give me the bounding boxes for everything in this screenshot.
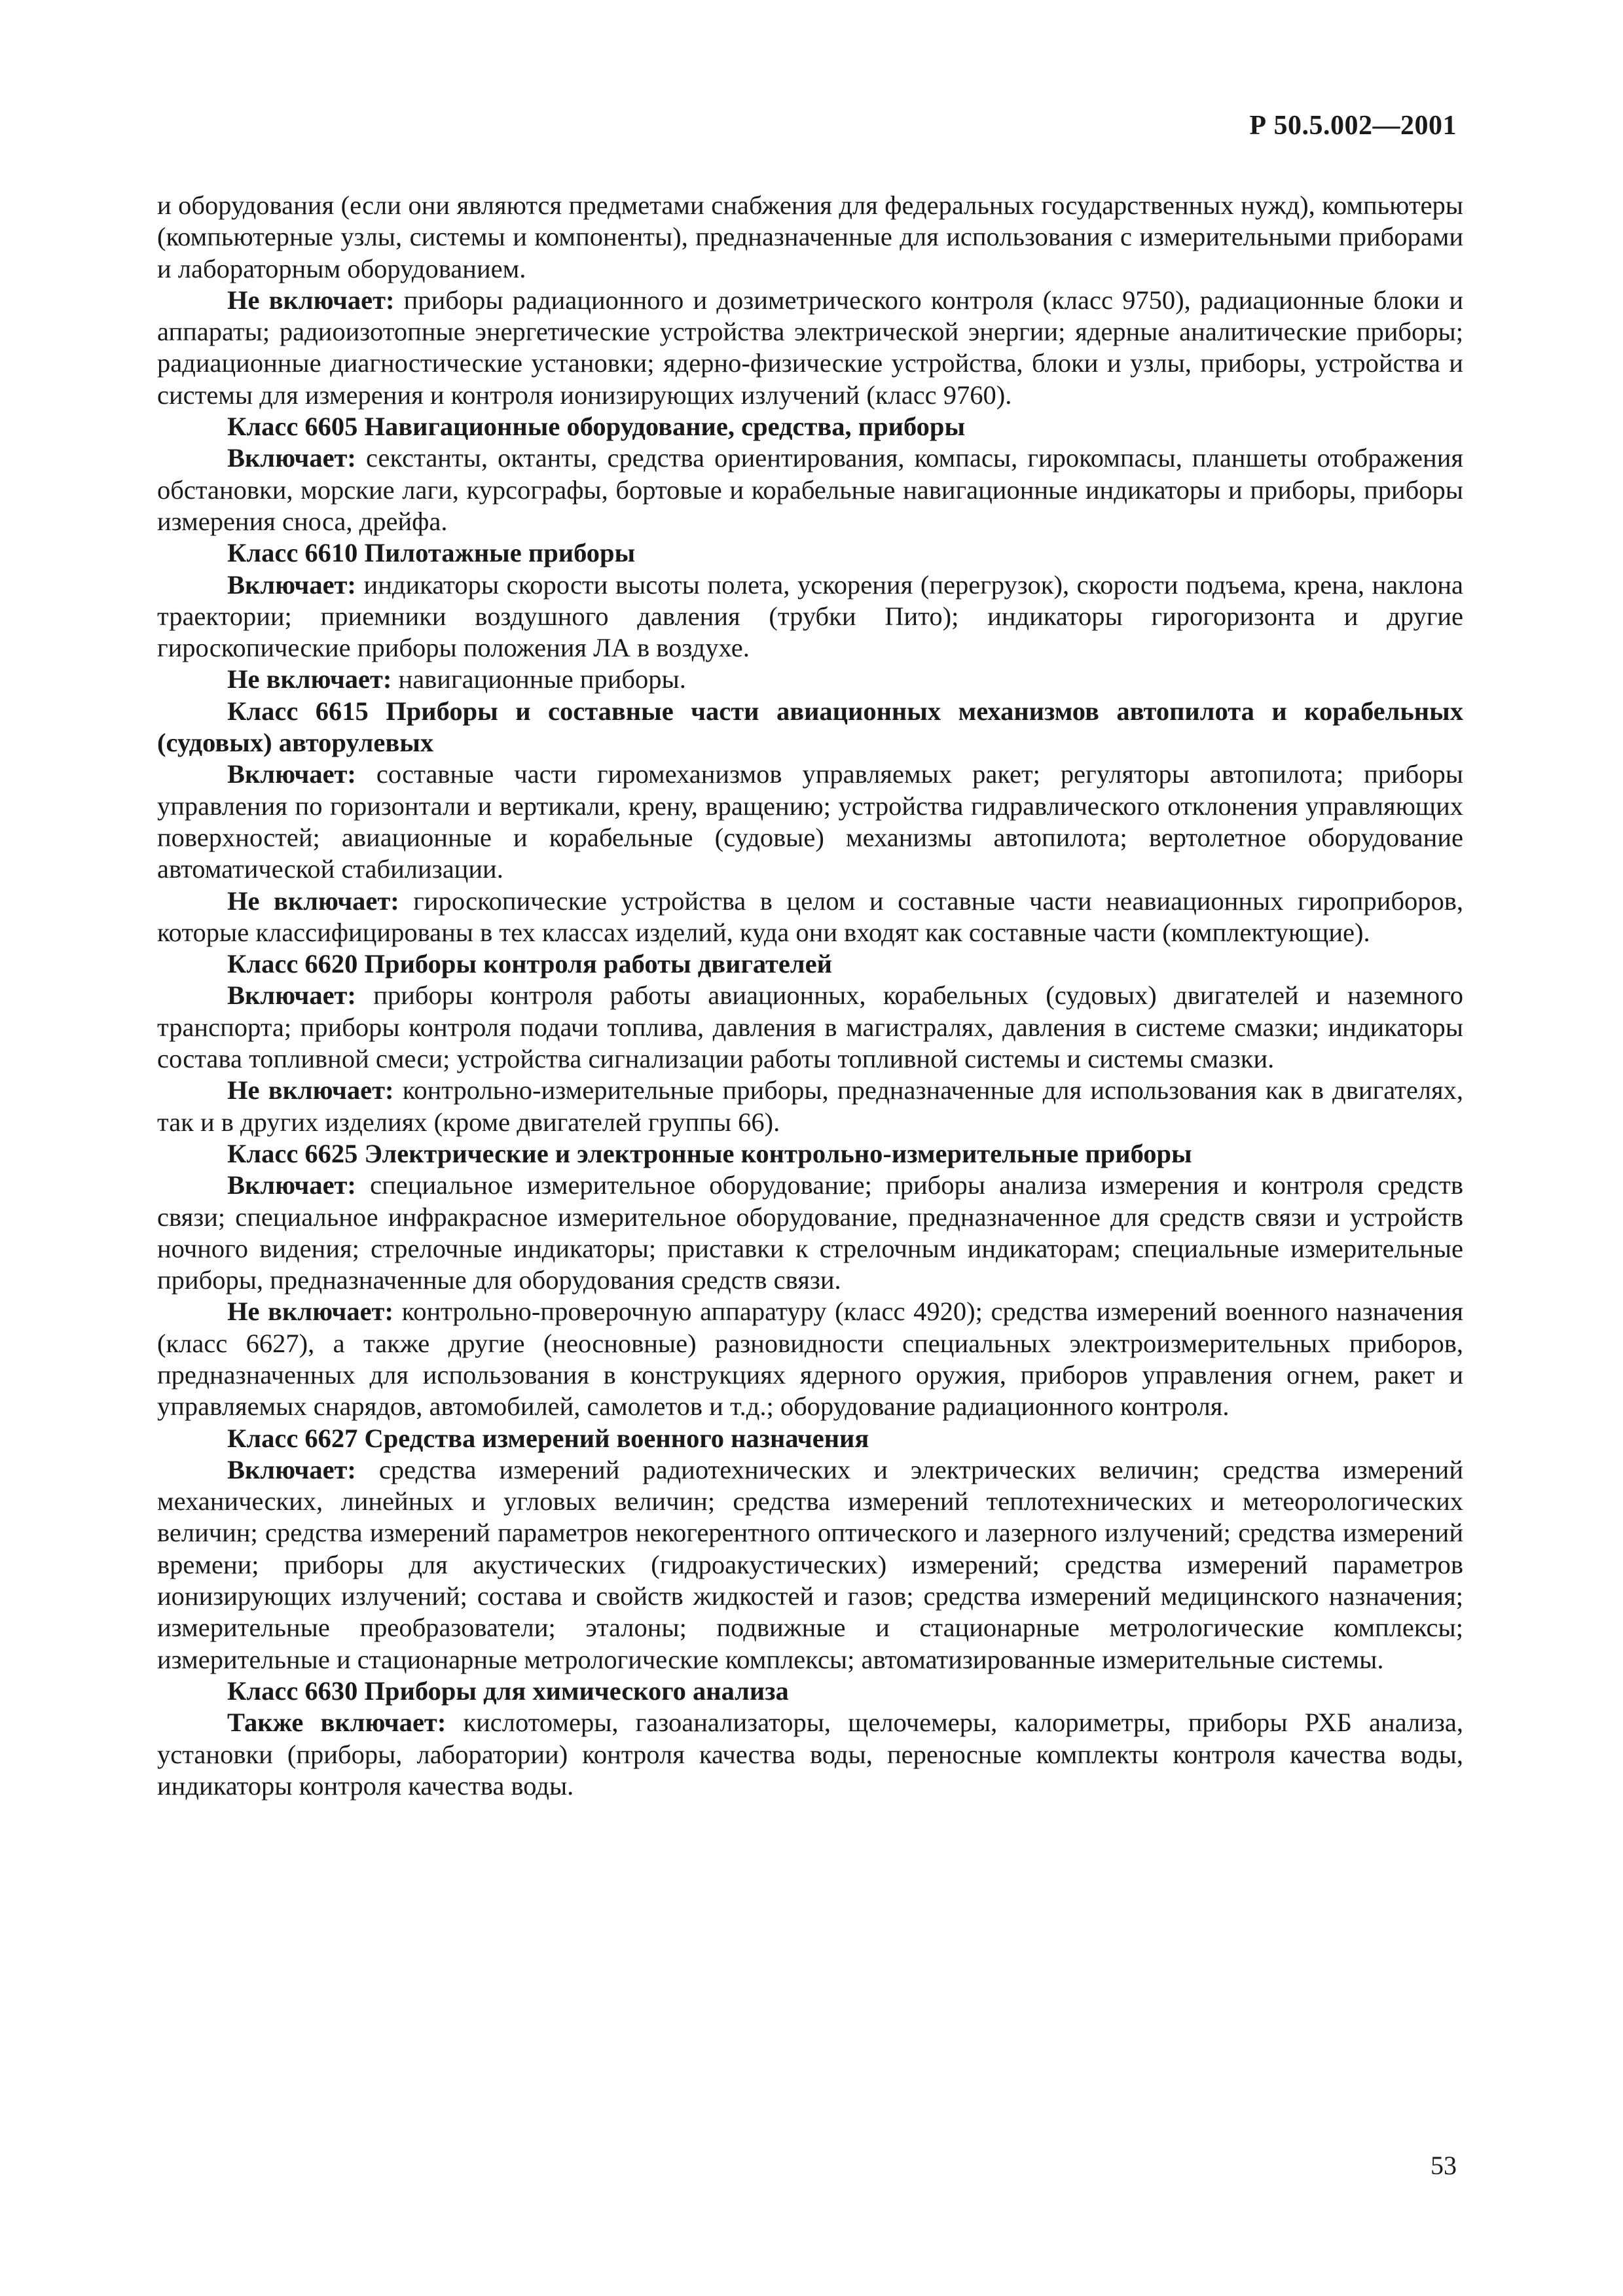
paragraph-text: специальное измерительное оборудование; приборы анализа измерения и контроля средств связи; специальное инфракрасное измерительное оборудование, предназначенное для средств связи и устройств ночного видения; стрелочные индикаторы; приставки к стрелочным индикаторам; специальные измерительные приборы, предназначенные для оборудования средств связи. — [157, 1170, 1463, 1295]
paragraph — [157, 569, 1463, 664]
paragraph-label: Не включает: — [227, 1297, 393, 1327]
class-heading-text: Класс 6630 Приборы для химического анализа — [227, 1676, 789, 1706]
paragraph-label: Не включает: — [227, 886, 399, 916]
paragraph-label: Включает: — [227, 759, 356, 789]
class-heading — [157, 696, 1463, 759]
paragraph-text: и оборудования (если они являются предметами снабжения для федеральных государственных нужд), компьютеры (компьютерные узлы, системы и компоненты), предназначенные для использования с измерительными приборами и лабораторным оборудованием. — [157, 190, 1463, 283]
paragraph-text: кислотомеры, газоанализаторы, щелочемеры, калориметры, приборы РХБ анализа, установки (приборы, лаборатории) контроля качества воды, переносные комплекты контроля качества воды, индикаторы контроля качества воды. — [157, 1708, 1464, 1801]
paragraph-text: контрольно-проверочную аппаратуру (класс 4920); средства измерений военного назначения (класс 6627), а также другие (неосновные) разновидности специальных электроизмерительных приборов, предназначенных для использования в конструкциях ядерного оружия, приборов управления огнем, ракет и управляемых снарядов, автомобилей, самолетов и т.д.; оборудование радиационного контроля. — [157, 1297, 1464, 1422]
paragraph-text: приборы радиационного и дозиметрического контроля (класс 9750), радиационные блоки и аппараты; радиоизотопные энергетические устройства электрической энергии; ядерные аналитические приборы; радиационные диагностические установки; ядерно-физические устройства, блоки и узлы, приборы, устройства и системы для измерения и контроля ионизирующих излучений (класс 9760). — [157, 285, 1464, 410]
paragraph — [157, 285, 1463, 411]
class-heading — [157, 411, 1463, 442]
paragraph-text: индикаторы скорости высоты полета, ускорения (перегрузок), скорости подъема, крена, наклона траектории; приемники воздушного давления (трубки Пито); индикаторы гирогоризонта и другие гироскопические приборы положения ЛА в воздухе. — [157, 569, 1464, 663]
class-heading — [157, 1138, 1463, 1170]
paragraph-text: средства измерений радиотехнических и электрических величин; средства измерений механических, линейных и угловых величин; средства измерений теплотехнических и метеорологических величин; средства измерений параметров некогерентного оптического и лазерного излучений; средства измерений времени; приборы для акустических (гидроакустических) измерений; средства измерений параметров ионизирующих излучений; состава и свойств жидкостей и газов; средства измерений медицинского назначения; измерительные преобразователи; эталоны; подвижные и стационарные метрологические комплексы; измерительные и стационарные метрологические комплексы; автоматизированные измерительные системы. — [157, 1454, 1464, 1674]
paragraph-text: приборы контроля работы авиационных, корабельных (судовых) двигателей и наземного транспорта; приборы контроля подачи топлива, давления в магистралях, давления в системе смазки; индикаторы состава топливной смеси; устройства сигнализации работы топливной системы и системы смазки. — [157, 980, 1464, 1074]
page-number: 53 — [1431, 2151, 1457, 2180]
paragraph — [157, 1170, 1463, 1296]
class-heading-text: Класс 6620 Приборы контроля работы двигателей — [227, 949, 832, 979]
paragraph — [157, 886, 1463, 949]
class-heading — [157, 1676, 1463, 1707]
paragraph-text: навигационные приборы. — [398, 664, 686, 694]
paragraph-label: Включает: — [227, 1170, 356, 1200]
paragraph — [157, 190, 1463, 285]
paragraph — [157, 1454, 1463, 1676]
paragraph — [157, 980, 1463, 1075]
paragraph-label: Не включает: — [227, 285, 395, 315]
document-code: Р 50.5.002—2001 — [1249, 111, 1457, 141]
paragraph-text: контрольно-измерительные приборы, предназначенные для использования как в двигателях, так и в других изделиях (кроме двигателей группы 66). — [157, 1075, 1464, 1137]
paragraph-label: Включает: — [227, 980, 356, 1011]
class-heading — [157, 537, 1463, 569]
paragraph — [157, 1707, 1463, 1802]
class-heading — [157, 948, 1463, 980]
class-heading-text: Класс 6610 Пилотажные приборы — [227, 538, 636, 568]
paragraph-label: Включает: — [227, 443, 356, 473]
paragraph — [157, 1075, 1463, 1138]
paragraph — [157, 442, 1463, 537]
paragraph-text: гироскопические устройства в целом и составные части неавиационных гироприборов, которые классифицированы в тех классах изделий, куда они входят как составные части (комплектующие). — [157, 886, 1463, 947]
paragraph-text: составные части гиромеханизмов управляемых ракет; регуляторы автопилота; приборы управления по горизонтали и вертикали, крену, вращению; устройства гидравлического отклонения управляющих поверхностей; авиационные и корабельные (судовые) механизмы автопилота; вертолетное оборудование автоматической стабилизации. — [157, 759, 1463, 884]
paragraph — [157, 759, 1463, 885]
paragraph-label: Не включает: — [227, 1075, 394, 1105]
paragraph-text: секстанты, октанты, средства ориентирования, компасы, гирокомпасы, планшеты отображения обстановки, морские лаги, курсографы, бортовые и корабельные навигационные индикаторы и приборы, приборы измерения сноса, дрейфа. — [157, 443, 1464, 536]
class-heading-text: Класс 6615 Приборы и составные части авиационных механизмов автопилота и корабельных (судовых) авторулевых — [157, 696, 1463, 758]
class-heading-text: Класс 6605 Навигационные оборудование, средства, приборы — [227, 412, 966, 442]
paragraph-label: Также включает: — [227, 1708, 447, 1738]
class-heading-text: Класс 6627 Средства измерений военного назначения — [227, 1423, 869, 1453]
class-heading — [157, 1423, 1463, 1454]
paragraph — [157, 1296, 1463, 1422]
document-body — [157, 190, 1463, 1802]
paragraph-label: Включает: — [227, 1454, 356, 1484]
paragraph — [157, 664, 1463, 695]
class-heading-text: Класс 6625 Электрические и электронные контрольно-измерительные приборы — [227, 1138, 1192, 1168]
paragraph-label: Не включает: — [227, 664, 392, 694]
paragraph-label: Включает: — [227, 569, 356, 600]
